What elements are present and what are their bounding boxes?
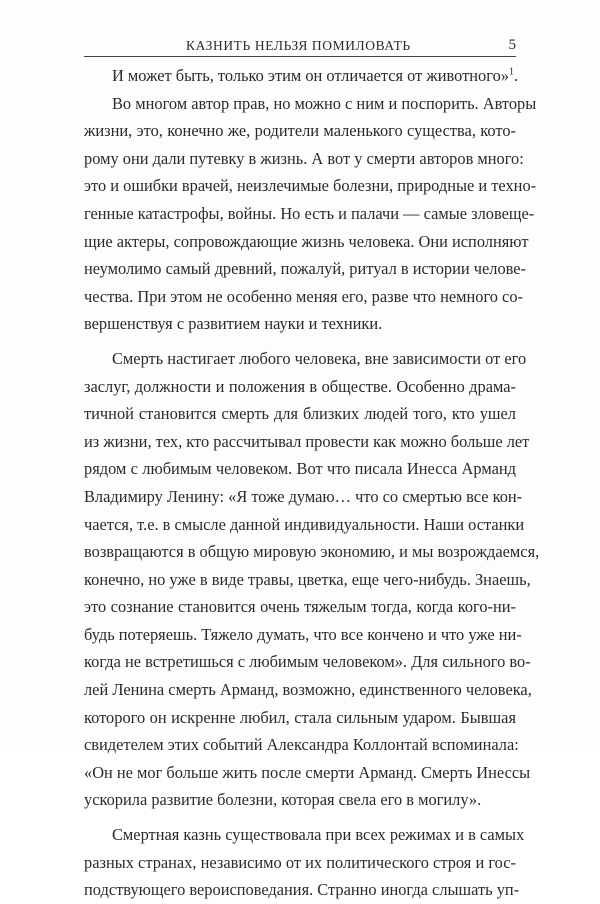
- text-line: возвращаются в общую мировую экономию, и мы возрождаемся,: [84, 542, 540, 562]
- footnote-marker: 1: [508, 66, 514, 78]
- text-line: И может быть, только этим он отличается от животного»$^1$.: [112, 66, 519, 85]
- text-line: вершенствуя с развитием науки и техники.: [84, 314, 383, 334]
- text-line: это сознание становится очень тяжелым тогда, когда кого-ни-: [84, 597, 516, 617]
- text-line: тичной становится смерть для близких людей того, кто ушел: [84, 404, 516, 424]
- text-line: лей Ленина смерть Арманд, возможно, единственного человека,: [84, 680, 532, 700]
- text-line: рядом с любимым человеком. Вот что писала Инесса Арманд: [84, 459, 516, 479]
- text-line: Во многом автор прав, но можно с ним и поспорить. Авторы: [112, 93, 537, 113]
- body-text: [84, 62, 540, 904]
- text-line: будь потеряешь. Тяжело думать, что все кончено и что уже ни-: [84, 624, 522, 644]
- text-line: чается, т.е. в смысле данной индивидуальности. Наши останки: [84, 514, 525, 534]
- text-line: Владимиру Ленину: «Я тоже думаю… что со смертью все кон-: [84, 486, 523, 506]
- text-line: генные катастрофы, войны. Но есть и палачи — самые зловеще-: [84, 203, 535, 223]
- text-line: конечно, но уже в виде травы, цветка, еще чего-нибудь. Знаешь,: [84, 569, 531, 589]
- text-line: разных странах, независимо от их политического строя и гос-: [84, 852, 516, 872]
- text-line: рому они дали путевку в жизнь. А вот у смерти авторов много:: [84, 148, 524, 168]
- text-line: щие актеры, сопровождающие жизнь человека. Они исполняют: [84, 231, 529, 251]
- text-line: когда не встретишься с любимым человеком». Для сильного во-: [84, 652, 531, 672]
- text-line: это и ошибки врачей, неизлечимые болезни, природные и техно-: [84, 176, 537, 196]
- text-line: «Он не мог больше жить после смерти Арманд. Смерть Инессы: [84, 762, 531, 782]
- text-line: Смертная казнь существовала при всех режимах и в самых: [112, 825, 525, 845]
- text-line: чества. При этом не особенно меняя его, разве что немного со-: [84, 286, 523, 306]
- text-line: которого он искренне любил, стала сильным ударом. Бывшая: [84, 707, 516, 727]
- running-header: [84, 34, 516, 57]
- text-line: заслуг, должности и положения в обществе. Особенно драма-: [84, 376, 516, 396]
- text-line: подствующего вероисповедания. Странно иногда слышать уп-: [84, 880, 520, 900]
- text-line: из жизни, тех, кто рассчитывал провести как можно больше лет: [84, 431, 530, 451]
- running-title: КАЗНИТЬ НЕЛЬЗЯ ПОМИЛОВАТЬ: [186, 38, 411, 53]
- text-line: Смерть настигает любого человека, вне зависимости от его: [112, 348, 527, 368]
- text-line: жизни, это, конечно же, родители маленького существа, кото-: [84, 121, 516, 141]
- text-line: ускорила развитие болезни, которая свела его в могилу».: [84, 790, 482, 810]
- page-number: 5: [508, 37, 516, 53]
- text-line: неумолимо самый древний, пожалуй, ритуал в истории челове-: [84, 259, 527, 279]
- text-line: свидетелем этих событий Александра Коллонтай вспоминала:: [84, 735, 519, 755]
